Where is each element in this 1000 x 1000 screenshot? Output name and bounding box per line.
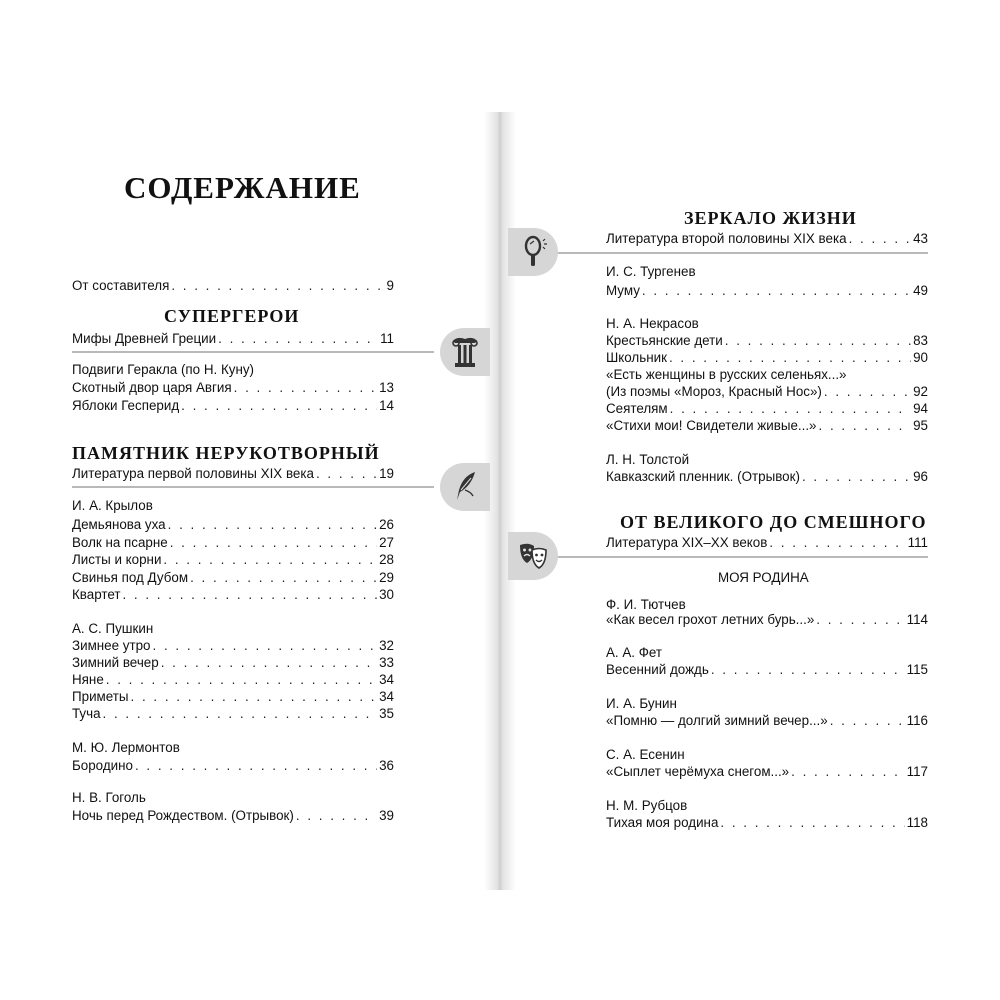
section-tab bbox=[440, 463, 490, 511]
section-title: СУПЕРГЕРОИ bbox=[164, 306, 300, 326]
toc-entry[interactable]: Мифы Древней Греции . . . 11 bbox=[72, 331, 394, 347]
toc-entry[interactable]: Ночь перед Рождеством. (Отрывок) . . . 39 bbox=[72, 808, 394, 824]
rubric-title: МОЯ РОДИНА bbox=[718, 570, 809, 585]
toc-entry[interactable]: Крестьянские дети . . . 83 bbox=[606, 333, 928, 349]
toc-entry[interactable]: (Из поэмы «Мороз, Красный Нос») . . . 92 bbox=[606, 384, 928, 400]
section-title: ОТ ВЕЛИКОГО ДО СМЕШНОГО bbox=[620, 512, 927, 532]
toc-entry[interactable]: Сеятелям . . . 94 bbox=[606, 401, 928, 417]
toc-entry[interactable]: Литература первой половины XIX века . . . 19 bbox=[72, 466, 394, 482]
section-rule bbox=[72, 351, 434, 353]
toc-entry[interactable]: Тихая моя родина . . . 118 bbox=[606, 815, 928, 831]
toc-entry[interactable]: «Помню — долгий зимний вечер...» . . . 116 bbox=[606, 713, 928, 729]
section-title: ПАМЯТНИК НЕРУКОТВОРНЫЙ bbox=[72, 443, 380, 463]
author-name: Н. М. Рубцов bbox=[606, 798, 688, 813]
toc-entry[interactable]: Школьник . . . 90 bbox=[606, 350, 928, 366]
toc-entry[interactable]: Свинья под Дубом . . . 29 bbox=[72, 570, 394, 586]
toc-entry[interactable]: Зимний вечер . . . 33 bbox=[72, 655, 394, 671]
toc-entry[interactable]: Няне . . . 34 bbox=[72, 672, 394, 688]
toc-entry[interactable]: Квартет . . . 30 bbox=[72, 587, 394, 603]
toc-entry[interactable]: Литература XIX–XX веков . . . 111 bbox=[606, 535, 928, 551]
toc-entry[interactable]: Литература второй половины XIX века . . . 43 bbox=[606, 231, 928, 247]
toc-entry[interactable]: Приметы . . . 34 bbox=[72, 689, 394, 705]
author-name: И. А. Бунин bbox=[606, 696, 677, 711]
mirror-icon bbox=[517, 235, 549, 269]
section-title: ЗЕРКАЛО ЖИЗНИ bbox=[684, 208, 857, 228]
toc-entry[interactable]: От составителя . . . 9 bbox=[72, 278, 394, 294]
toc-entry[interactable]: Волк на псарне . . . 27 bbox=[72, 535, 394, 551]
toc-title: СОДЕРЖАНИЕ bbox=[124, 170, 361, 205]
section-tab bbox=[508, 228, 558, 276]
toc-entry[interactable]: «Как весел грохот летних бурь...» . . . 114 bbox=[606, 612, 928, 628]
toc-entry[interactable]: Муму . . . 49 bbox=[606, 283, 928, 299]
toc-entry-line[interactable]: «Есть женщины в русских селеньях...» bbox=[606, 367, 847, 382]
author-name: Ф. И. Тютчев bbox=[606, 597, 686, 612]
author-name: М. Ю. Лермонтов bbox=[72, 740, 180, 755]
toc-entry[interactable]: Яблоки Гесперид . . . 14 bbox=[72, 398, 394, 414]
quill-icon bbox=[451, 470, 479, 504]
author-name: Н. А. Некрасов bbox=[606, 316, 699, 331]
section-tab bbox=[440, 328, 490, 376]
author-name: А. С. Пушкин bbox=[72, 621, 154, 636]
author-name: И. А. Крылов bbox=[72, 498, 153, 513]
author-name: А. А. Фет bbox=[606, 645, 663, 660]
author-name: Н. В. Гоголь bbox=[72, 790, 146, 805]
author-name: С. А. Есенин bbox=[606, 747, 685, 762]
section-rule bbox=[72, 486, 434, 488]
section-tab bbox=[508, 532, 558, 580]
theatre-masks-icon bbox=[517, 539, 549, 573]
toc-entry[interactable]: «Стихи мои! Свидетели живые...» . . . 95 bbox=[606, 418, 928, 434]
toc-entry[interactable]: Весенний дождь . . . 115 bbox=[606, 662, 928, 678]
toc-entry[interactable]: Листы и корни . . . 28 bbox=[72, 552, 394, 568]
toc-entry[interactable]: Кавказский пленник. (Отрывок) . . . 96 bbox=[606, 469, 928, 485]
toc-entry[interactable]: Скотный двор царя Авгия . . . 13 bbox=[72, 380, 394, 396]
toc-entry[interactable]: Туча . . . 35 bbox=[72, 706, 394, 722]
toc-entry[interactable]: Зимнее утро . . . 32 bbox=[72, 638, 394, 654]
column-icon bbox=[451, 335, 479, 369]
toc-entry[interactable]: «Сыплет черёмуха снегом...» . . . 117 bbox=[606, 764, 928, 780]
author-name: Л. Н. Толстой bbox=[606, 452, 690, 467]
group-heading: Подвиги Геракла (по Н. Куну) bbox=[72, 362, 254, 377]
section-rule bbox=[556, 252, 928, 254]
toc-entry[interactable]: Демьянова уха . . . 26 bbox=[72, 517, 394, 533]
section-rule bbox=[556, 556, 928, 558]
author-name: И. С. Тургенев bbox=[606, 264, 696, 279]
toc-entry[interactable]: Бородино . . . 36 bbox=[72, 758, 394, 774]
